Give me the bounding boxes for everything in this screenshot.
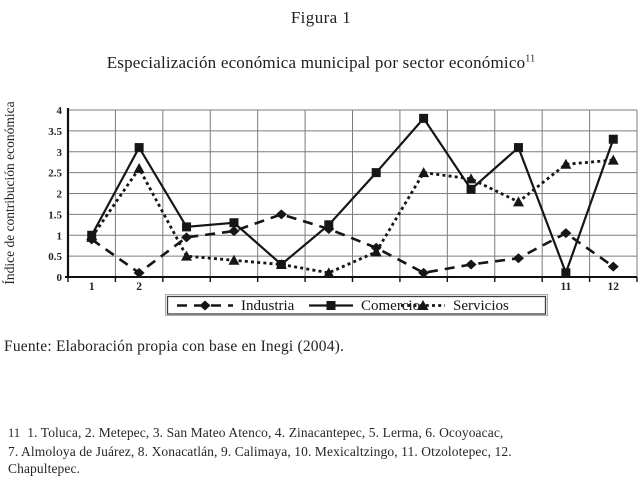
footnote-block	[8, 424, 608, 478]
svg-text:2: 2	[136, 281, 142, 293]
footnote-text: 1. Toluca, 2. Metepec, 3. San Mateo Atenco, 4. Zinacantepec, 5. Lerma, 6. Ocoyoacac,	[27, 425, 504, 440]
legend	[166, 295, 548, 316]
x-axis-labels	[89, 281, 619, 293]
footnote-line: Chapultepec.	[8, 461, 81, 476]
svg-text:1: 1	[56, 230, 62, 243]
footnote-line	[8, 424, 608, 443]
svg-text:12: 12	[607, 281, 620, 293]
y-axis-title: Índice de contribución económica	[2, 101, 17, 285]
svg-text:Comercio: Comercio	[361, 298, 421, 314]
figure-subtitle	[0, 53, 642, 73]
municipal-specialization-line-chart	[0, 92, 642, 322]
svg-text:2.5: 2.5	[48, 167, 62, 180]
y-axis-labels	[48, 105, 62, 284]
figure-subtitle-text: Especialización económica municipal por sector económico	[106, 53, 526, 72]
figure-caption: Figura 1	[290, 8, 352, 27]
footnote-number: 11	[8, 426, 21, 440]
svg-text:1.5: 1.5	[48, 209, 62, 222]
svg-text:11: 11	[560, 281, 572, 293]
svg-text:Servicios: Servicios	[453, 298, 509, 314]
svg-text:0: 0	[56, 272, 62, 284]
svg-text:Industria: Industria	[241, 298, 295, 314]
svg-text:3.5: 3.5	[48, 125, 62, 138]
svg-text:1: 1	[88, 281, 95, 293]
svg-text:2: 2	[56, 188, 62, 201]
svg-text:3: 3	[56, 146, 62, 159]
subtitle-footnote-ref: 11	[525, 53, 536, 65]
svg-text:4: 4	[56, 105, 62, 117]
source-note: Fuente: Elaboración propia con base en Inegi (2004).	[4, 338, 345, 355]
footnote-line: 7. Almoloya de Juárez, 8. Xonacatlán, 9. Calimaya, 10. Mexicaltzingo, 11. Otzolotepec, 12.	[8, 443, 512, 459]
plot-area	[48, 105, 637, 316]
svg-text:0.5: 0.5	[48, 251, 62, 264]
